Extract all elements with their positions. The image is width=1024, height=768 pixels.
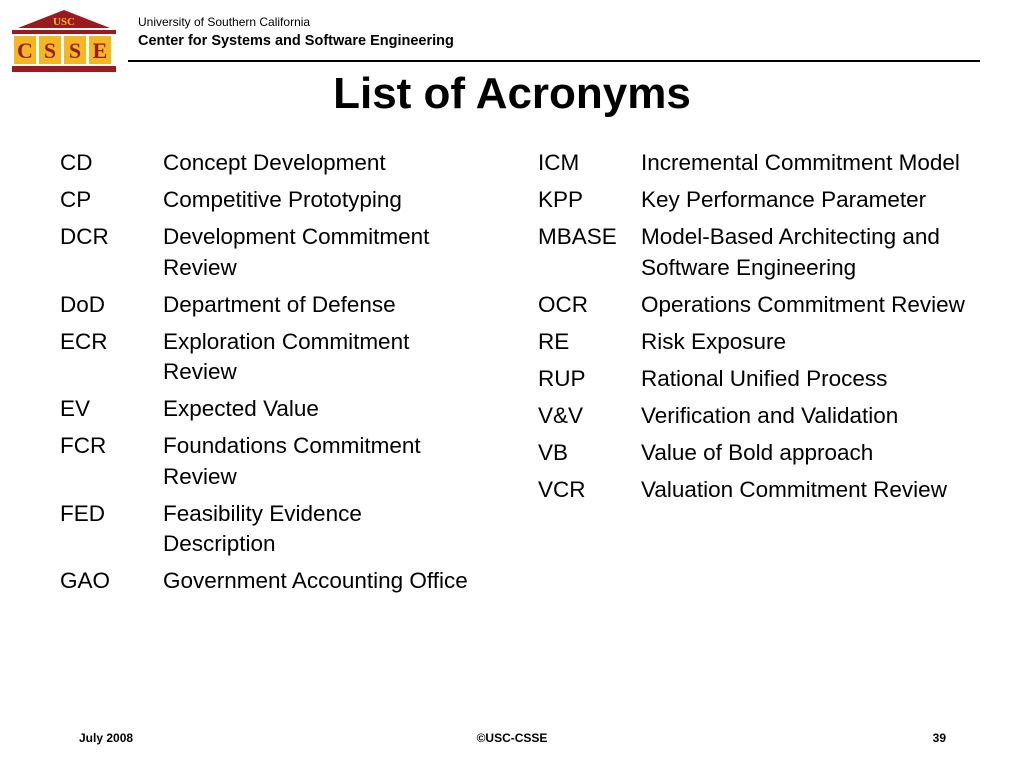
acronym-row (538, 327, 978, 358)
acronym-definition: Valuation Commitment Review (641, 476, 947, 502)
header-rule (128, 60, 980, 62)
acronym: OCR (538, 291, 588, 317)
acronym: MBASE (538, 224, 617, 249)
logo-beam (12, 30, 116, 34)
acronym: FCR (60, 433, 107, 458)
acronym: VB (538, 439, 569, 465)
acronym-definition: Operations Commitment Review (641, 291, 965, 317)
acronym-row (60, 327, 480, 388)
footer-copyright: ©USC-CSSE (476, 731, 548, 745)
acronym-row (538, 222, 978, 283)
acronym-row (538, 364, 978, 395)
acronym: ICM (538, 150, 580, 175)
acronym-definition: Value of Bold approach (641, 439, 874, 465)
acronym-row (60, 566, 480, 597)
acronym-definition: Expected Value (163, 396, 319, 421)
acronym: FED (60, 500, 105, 526)
acronym-definition: Concept Development (163, 150, 386, 175)
acronym-row (60, 148, 480, 179)
acronym: DoD (60, 291, 106, 317)
svg-text:C: C (17, 38, 33, 63)
acronym: RUP (538, 365, 586, 391)
acronym: KPP (538, 187, 584, 212)
acronym: VCR (538, 476, 586, 502)
logo-usc-text: USC (52, 16, 76, 28)
svg-text:S: S (43, 38, 57, 63)
acronym: CP (60, 187, 92, 212)
center-name: Center for Systems and Software Engineering (138, 33, 454, 49)
footer-page-number: 39 (932, 731, 946, 745)
university-name: University of Southern California (138, 15, 311, 29)
acronym: V&V (538, 402, 584, 428)
acronym-definition: Exploration Commitment Review (163, 328, 410, 384)
acronym-definition: Department of Defense (163, 291, 396, 317)
acronym-row (538, 475, 978, 506)
acronym-definition: Model-Based Architecting and Software Engineering (641, 224, 940, 280)
acronym-definition: Verification and Validation (641, 402, 899, 428)
acronym-row (60, 185, 480, 216)
acronym-row (60, 499, 480, 560)
acronym-definition: Competitive Prototyping (163, 187, 402, 212)
logo-letters (14, 36, 111, 64)
acronym-list-left (60, 148, 480, 603)
acronym-row (60, 431, 480, 492)
acronym-row (538, 401, 978, 432)
acronym-definition: Foundations Commitment Review (163, 433, 421, 489)
acronym-definition: Incremental Commitment Model (641, 150, 960, 175)
acronym-definition: Risk Exposure (641, 328, 787, 354)
acronym-row (538, 290, 978, 321)
slide-title: List of Acronyms (333, 69, 691, 118)
acronym: GAO (60, 568, 111, 593)
acronym-row (60, 394, 480, 425)
acronym-row (60, 222, 480, 283)
acronym-row (538, 185, 978, 216)
acronym-row (538, 438, 978, 469)
acronym: RE (538, 328, 570, 354)
acronym: DCR (60, 224, 109, 249)
acronym-definition: Rational Unified Process (641, 365, 888, 391)
acronym-definition: Government Accounting Office (163, 568, 468, 593)
footer-date: July 2008 (79, 731, 134, 745)
acronym: CD (60, 150, 93, 175)
acronym: EV (60, 396, 91, 421)
acronym-list-right (538, 148, 978, 512)
svg-text:E: E (92, 38, 108, 63)
acronym-definition: Development Commitment Review (163, 224, 430, 280)
acronym-row (60, 290, 480, 321)
svg-text:S: S (68, 38, 82, 63)
acronym-row (538, 148, 978, 179)
acronym: ECR (60, 328, 108, 354)
acronym-definition: Feasibility Evidence Description (163, 500, 362, 556)
acronym-definition: Key Performance Parameter (641, 187, 927, 212)
